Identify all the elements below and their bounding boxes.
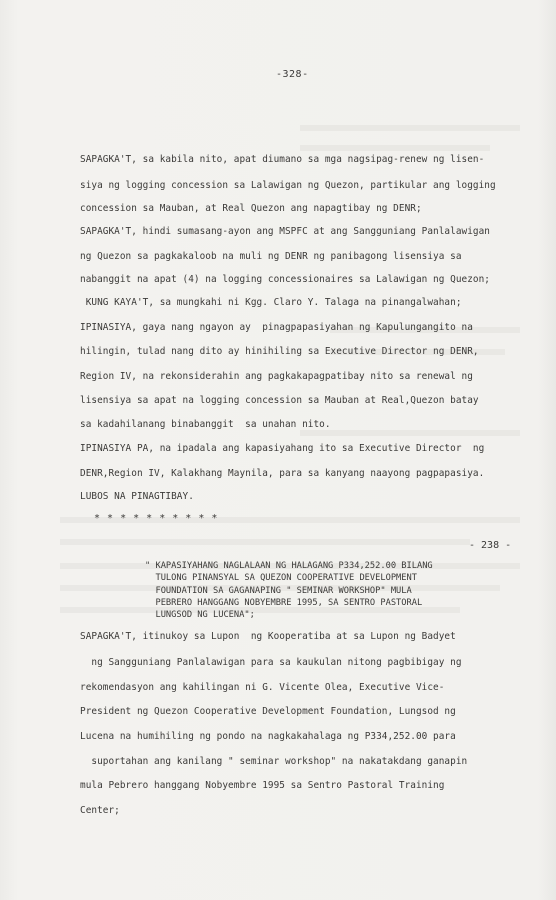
paragraph-line: DENR,Region IV, Kalakhang Maynila, para sa kanyang naayong pagpapasiya. [80,468,485,479]
paragraph-line: SAPAGKA'T, hindi sumasang-ayon ang MSPFC at ang Sangguniang Panlalawigan [80,226,490,237]
paragraph-line: hilingin, tulad nang dito ay hinihiling sa Executive Director ng DENR, [80,346,479,357]
paragraph-line: ng Sangguniang Panlalawigan para sa kaukulan nitong pagbibigay ng [80,657,462,668]
resolution-title-line: TULONG PINANSYAL SA QUEZON COOPERATIVE DEVELOPMENT [145,573,417,583]
paragraph-line: SAPAGKA'T, itinukoy sa Lupon ng Kooperatiba at sa Lupon ng Badyet [80,631,456,642]
resolution-number: - 238 - [469,540,512,551]
resolution-title-line: LUNGSOD NG LUCENA"; [145,610,255,620]
paragraph-line: concession sa Mauban, at Real Quezon ang napagtibay ng DENR; [80,203,422,214]
paragraph-line: siya ng logging concession sa Lalawigan ng Quezon, partikular ang logging [80,180,496,191]
paragraph-line: Center; [80,805,120,816]
paragraph-line: lisensiya sa apat na logging concession sa Mauban at Real,Quezon batay [80,395,479,406]
paragraph-line: rekomendasyon ang kahilingan ni G. Vicente Olea, Executive Vice- [80,682,445,693]
paragraph-line: LUBOS NA PINAGTIBAY. [80,491,194,502]
separator-stars: * * * * * * * * * * [94,513,218,524]
paragraph-line: Region IV, na rekonsiderahin ang pagkakapagpatibay nito sa renewal ng [80,371,473,382]
paragraph-line: Lucena na humihiling ng pondo na nagkakahalaga ng P334,252.00 para [80,731,456,742]
paragraph-line: nabanggit na apat (4) na logging concessionaires sa Lalawigan ng Quezon; [80,274,490,285]
paragraph-line: President ng Quezon Cooperative Development Foundation, Lungsod ng [80,706,456,717]
paragraph-line: mula Pebrero hanggang Nobyembre 1995 sa Sentro Pastoral Training [80,780,445,791]
page-number: -328- [276,69,309,80]
resolution-title-line: PEBRERO HANGGANG NOBYEMBRE 1995, SA SENTRO PASTORAL [145,598,423,608]
resolution-title-line: " KAPASIYAHANG NAGLALAAN NG HALAGANG P334,252.00 BILANG [145,561,433,571]
resolution-title-line: FOUNDATION SA GAGANAPING " SEMINAR WORKSHOP" MULA [145,586,412,596]
paragraph-line: sa kadahilanang binabanggit sa unahan nito. [80,419,331,430]
paragraph-line: KUNG KAYA'T, sa mungkahi ni Kgg. Claro Y. Talaga na pinangalwahan; [80,297,462,308]
paragraph-line: ng Quezon sa pagkakaloob na muli ng DENR ng panibagong lisensiya sa [80,251,462,262]
paragraph-line: IPINASIYA PA, na ipadala ang kapasiyahang ito sa Executive Director ng [80,443,485,454]
paragraph-line: IPINASIYA, gaya nang ngayon ay pinagpapasiyahan ng Kapulungangito na [80,322,473,333]
paragraph-line: suportahan ang kanilang " seminar workshop" na nakatakdang ganapin [80,756,468,767]
paragraph-line: SAPAGKA'T, sa kabila nito, apat diumano sa mga nagsipag-renew ng lisen- [80,154,485,165]
